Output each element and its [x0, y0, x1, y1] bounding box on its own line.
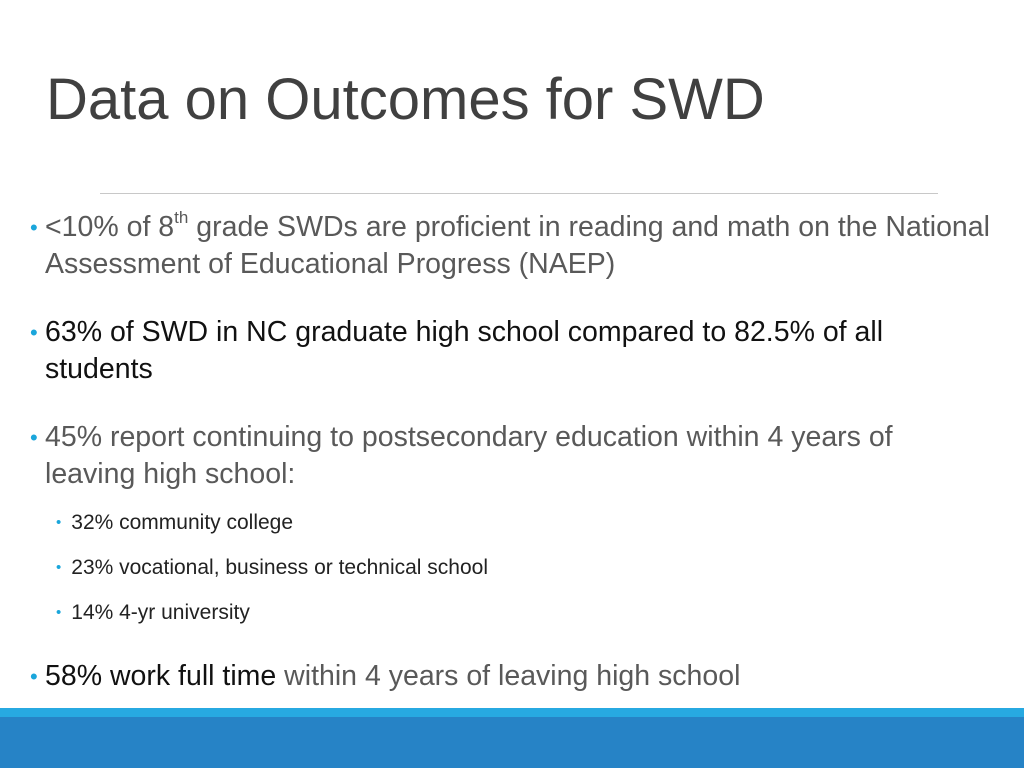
footer-band-light	[0, 708, 1024, 717]
bullet-dot-icon: •	[30, 215, 38, 240]
sub-bullet-dot-icon: •	[56, 559, 62, 576]
bullet-naep	[30, 209, 990, 283]
subitem-community-college: • 32% community college	[56, 511, 294, 534]
subitem-vocational: • 23% vocational, business or technical school	[56, 556, 489, 579]
sub-bullet-dot-icon: •	[56, 514, 62, 531]
bullet-text: 45% report continuing to postsecondary education within 4 years of leaving high school:	[45, 421, 893, 490]
bullet-employment	[30, 658, 990, 695]
bullet-graduation	[30, 314, 990, 388]
bullet-postsecondary	[30, 419, 990, 493]
bullet-dot-icon: •	[30, 425, 38, 450]
bullet-text: 63% of SWD in NC graduate high school compared to 82.5% of all students	[45, 316, 884, 385]
bullet-text: <10% of 8th grade SWDs are proficient in reading and math on the National Assessment of Educational Progress (NAEP)	[45, 207, 990, 280]
slide-title: Data on Outcomes for SWD	[46, 67, 765, 132]
title-divider	[100, 193, 938, 194]
footer-band-dark	[0, 717, 1024, 768]
bullet-text: 58% work full time within 4 years of leaving high school	[45, 660, 741, 692]
bullet-dot-icon: •	[30, 320, 38, 345]
sub-bullet-dot-icon: •	[56, 604, 62, 621]
subitem-university: • 14% 4-yr university	[56, 601, 250, 624]
bullet-dot-icon: •	[30, 664, 38, 689]
